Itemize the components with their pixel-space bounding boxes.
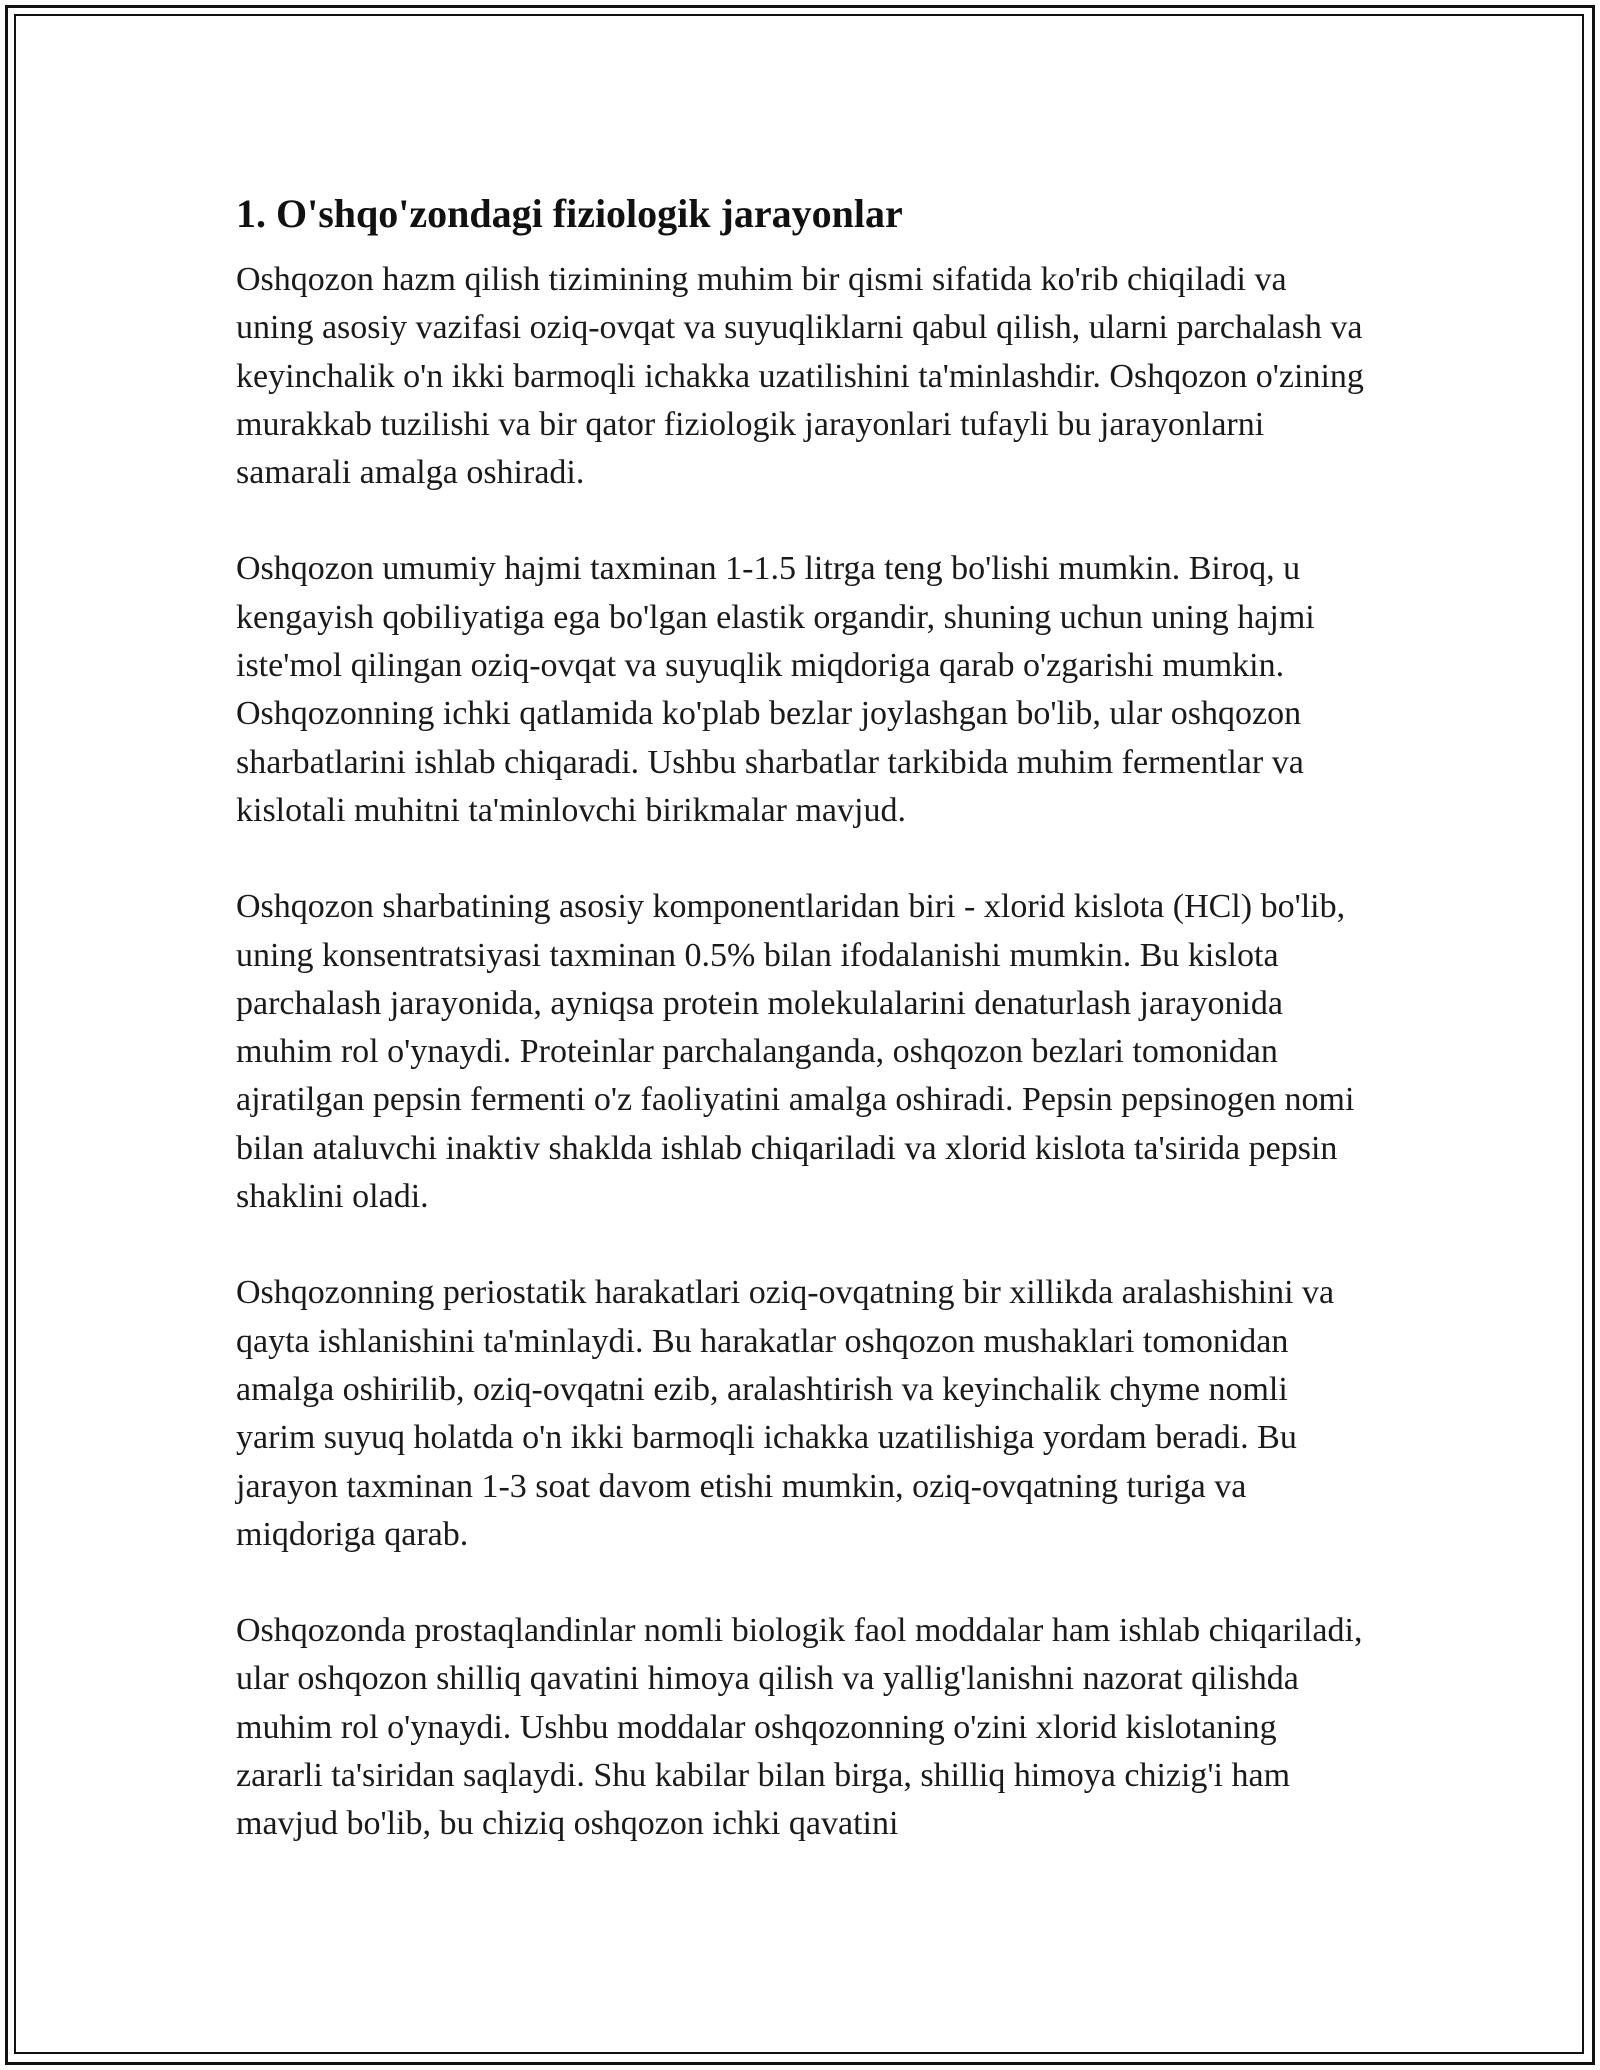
paragraph-2: Oshqozon umumiy hajmi taxminan 1-1.5 litrga teng bo'lishi mumkin. Biroq, u kengayish qobiliyatiga ega bo'lgan elastik organdir, shuning uchun uning hajmi iste'mol qilingan oziq-ovqat va suyuqlik miqdoriga qarab o'zgarishi mumkin. Oshqozonning ichki qatlamida ko'plab bezlar joylashgan bo'lib, ular oshqozon sharbatlarini ishlab chiqaradi. Ushbu sharbatlar tarkibida muhim fermentlar va kislotali muhitni ta'minlovchi birikmalar mavjud. bbox=[236, 550, 1315, 829]
section-heading: 1. O'shqo'zondagi fiziologik jarayonlar bbox=[236, 191, 903, 236]
paragraph-3: Oshqozon sharbatining asosiy komponentlaridan biri - xlorid kislota (HCl) bo'lib, uning konsentratsiyasi taxminan 0.5% bilan ifodalanishi mumkin. Bu kislota parchalash jarayonida, ayniqsa protein molekulalarini denaturlash jarayonida muhim rol o'ynaydi. Proteinlar parchalanganda, oshqozon bezlari tomonidan ajratilgan pepsin fermenti o'z faoliyatini amalga oshiradi. Pepsin pepsinogen nomi bilan ataluvchi inaktiv shaklda ishlab chiqariladi va xlorid kislota ta'sirida pepsin shaklini oladi. bbox=[236, 888, 1355, 1216]
paragraph-4: Oshqozonning periostatik harakatlari oziq-ovqatning bir xillikda aralashishini va qayta ishlanishini ta'minlaydi. Bu harakatlar oshqozon mushaklari tomonidan amalga oshirilib, oziq-ovqatni ezib, aralashtirish va keyinchalik chyme nomli yarim suyuq holatda o'n ikki barmoqli ichakka uzatilishiga yordam beradi. Bu jarayon taxminan 1-3 soat davom etishi mumkin, oziq-ovqatning turiga va miqdoriga qarab. bbox=[236, 1274, 1335, 1553]
document-body bbox=[236, 188, 1366, 1897]
paragraph-1: Oshqozon hazm qilish tizimining muhim bir qismi sifatida ko'rib chiqiladi va uning asosiy vazifasi oziq-ovqat va suyuqliklarni qabul qilish, ularni parchalash va keyinchalik o'n ikki barmoqli ichakka uzatilishini ta'minlashdir. Oshqozon o'zining murakkab tuzilishi va bir qator fiziologik jarayonlari tufayli bu jarayonlarni samarali amalga oshiradi. bbox=[236, 261, 1364, 492]
paragraph-5: Oshqozonda prostaqlandinlar nomli biologik faol moddalar ham ishlab chiqariladi, ular oshqozon shilliq qavatini himoya qilish va yallig'lanishni nazorat qilishda muhim rol o'ynaydi. Ushbu moddalar oshqozonning o'zini xlorid kislotaning zararli ta'siridan saqlaydi. Shu kabilar bilan birga, shilliq himoya chizig'i ham mavjud bo'lib, bu chiziq oshqozon ichki qavatini bbox=[236, 1612, 1363, 1843]
